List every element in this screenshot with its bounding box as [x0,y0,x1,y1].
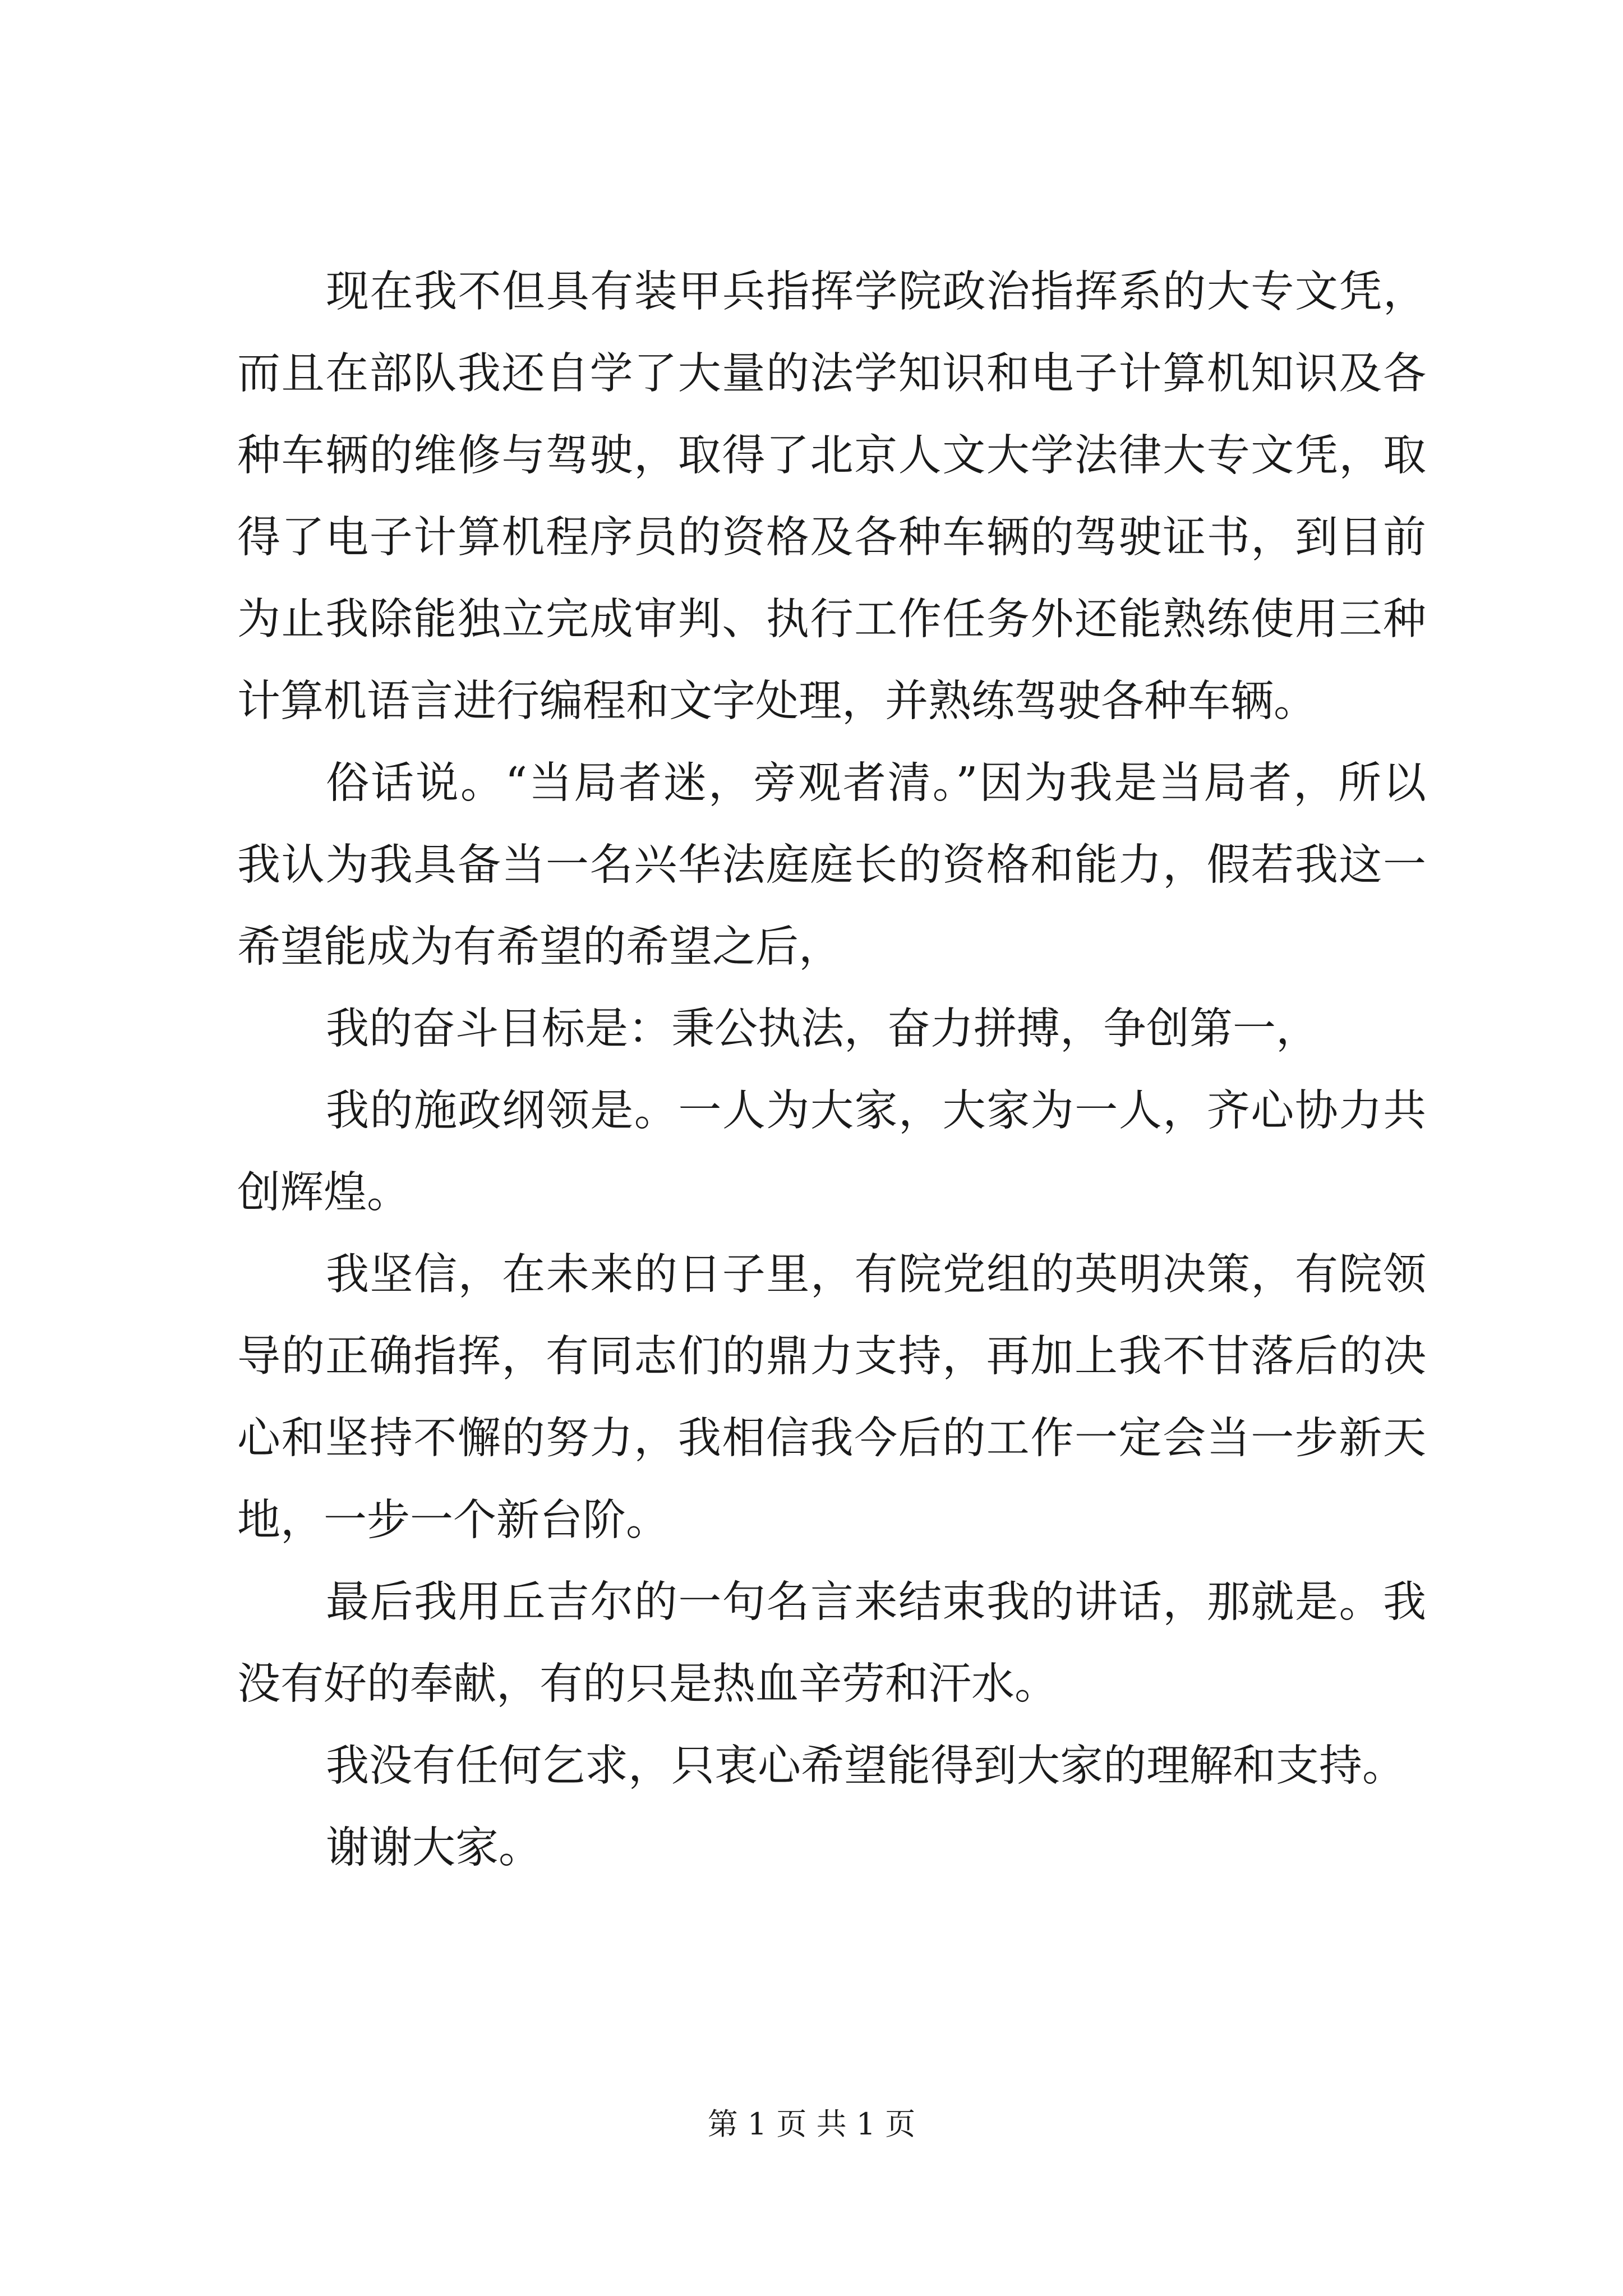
paragraph-1: 现在我不但具有装甲兵指挥学院政治指挥系的大专文凭，而且在部队我还自学了大量的法学知识和电子计算机知识及各种车辆的维修与驾驶，取得了北京人文大学法律大专文凭，取得了电子计算机程序员的资格及各种车辆的驾驶证书，到目前为止我除能独立完成审判、执行工作任务外还能熟练使用三种计算机语言进行编程和文字处理，并熟练驾驶各种车辆。 [237,267,1426,726]
paragraph-5: 我坚信，在未来的日子里，有院党组的英明决策，有院领导的正确指挥，有同志们的鼎力支持，再加上我不甘落后的决心和坚持不懈的努力，我相信我今后的工作一定会当一步新天地，一步一个新台阶。 [237,1250,1426,1545]
page-footer [0,2105,1623,2144]
paragraph-7: 我没有任何乞求，只衷心希望能得到大家的理解和支持。 [326,1741,1405,1791]
page-number-label: 第 1 页 共 1 页 [707,2106,916,2142]
paragraph-4: 我的施政纲领是。一人为大家，大家为一人，齐心协力共创辉煌。 [237,1086,1426,1218]
document-body [237,251,1426,1889]
paragraph-8: 谢谢大家。 [326,1823,542,1873]
paragraph-6: 最后我用丘吉尔的一句名言来结束我的讲话，那就是。我没有好的奉献，有的只是热血辛劳和汗水。 [237,1577,1426,1709]
paragraph-2: 俗话说。“当局者迷，旁观者清。”因为我是当局者，所以我认为我具备当一名兴华法庭庭长的资格和能力，假若我这一希望能成为有希望的希望之后， [237,758,1426,972]
paragraph-3: 我的奋斗目标是：秉公执法，奋力拼搏，争创第一， [326,1004,1319,1054]
